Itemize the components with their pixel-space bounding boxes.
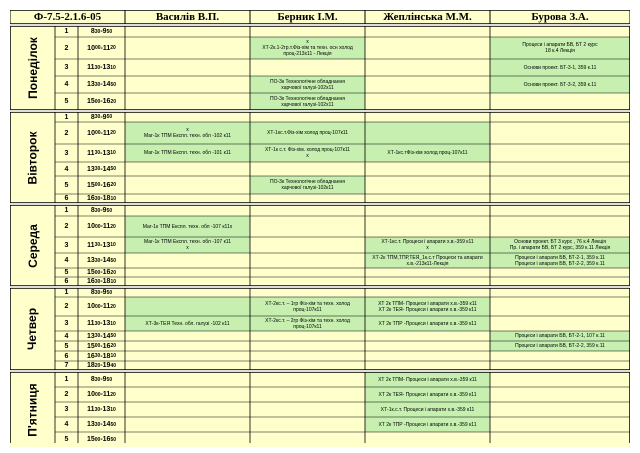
group-code: Ф-7.5-2.1.6-05 — [33, 11, 102, 23]
class-entry-line: Маг-1к ТПМ Експл. техн. обл -107 к11х — [142, 223, 233, 230]
lesson-number: 7 — [55, 361, 78, 370]
lesson-time: 15 00 -16 20 — [78, 268, 125, 277]
lesson-time: 15 00 -16 20 — [78, 93, 125, 110]
class-entry-line: ХТ 2к ТПМ- Процеси і апарати х.в.-359 к11 — [378, 376, 477, 383]
lesson-time: 11 30 -13 10 — [78, 402, 125, 417]
day-separator — [10, 24, 630, 26]
lesson-time: 13 30 -14 50 — [78, 417, 125, 432]
lesson-time: 10 00 -11 20 — [78, 122, 125, 144]
class-entry-line: харчової галузі-102к11 — [281, 185, 334, 191]
lesson-time: 8 30 -9 50 — [78, 372, 125, 387]
lesson-number: 1 — [55, 26, 78, 37]
lesson-number: 5 — [55, 176, 78, 194]
lesson-time: 11 30 -13 10 — [78, 144, 125, 162]
class-entry-line: х — [186, 127, 189, 133]
lesson-time: 10 00 -11 20 — [78, 387, 125, 402]
class-entry-line: Маг-1к ТПМ Експл. техн. обл -101 к11 — [144, 150, 231, 156]
class-entry-line: ПО-3к Технологічне обладнання — [270, 78, 345, 85]
lesson-time: 16 30 -18 10 — [78, 194, 125, 203]
class-entry-line: ХТ 2к ТПР -Процеси і апарати х.в.-359 к11 — [378, 421, 477, 428]
lesson-number: 4 — [55, 76, 78, 93]
lesson-number: 3 — [55, 402, 78, 417]
class-entry-line: ПО-3к Технологічне обладнання — [270, 95, 345, 102]
class-entry-line: х — [306, 153, 309, 159]
lesson-time: 10 00 -11 20 — [78, 216, 125, 237]
day-name: Четвер — [25, 307, 40, 351]
lesson-number: 3 — [55, 144, 78, 162]
teacher-name: Берник І.М. — [277, 11, 338, 23]
class-entry-line: харчової галузі-102х11 — [281, 84, 334, 91]
day-separator — [10, 203, 630, 205]
lesson-time: 8 30 -9 50 — [78, 288, 125, 297]
class-entry-line: ХТ-2кс.т. – 2гр Фіз-хім та техн. холод — [265, 317, 350, 324]
class-entry-line: х.в.-213к11-Лекція — [406, 260, 449, 267]
day-name: Понеділок — [25, 37, 40, 99]
lesson-number: 1 — [55, 205, 78, 216]
class-entry-line: ХТ-1к.с.т. Процеси і апарати х.в.-359 к11 — [380, 406, 475, 413]
class-entry-line: ХТ 2к ТЕЯ- Процеси і апарати х.в.-359 к11 — [378, 306, 477, 313]
lesson-time: 13 30 -14 50 — [78, 253, 125, 268]
lesson-time: 8 30 -9 50 — [78, 112, 125, 122]
class-entry-line: Процеси і апарати БВ, БТ-2-2, 359 к.11 — [515, 260, 605, 267]
lesson-number: 5 — [55, 268, 78, 277]
class-entry-line: Маг-1к ТПМ Експл. техн. обл -102 к11 — [144, 133, 231, 139]
lesson-time: 13 30 -14 50 — [78, 162, 125, 176]
class-entry-line: х — [186, 245, 189, 251]
class-entry-line: 18 к.4 Лекція — [545, 48, 575, 54]
lesson-number: 1 — [55, 372, 78, 387]
lesson-number: 4 — [55, 417, 78, 432]
class-entry-line: проц-107к11 — [293, 323, 322, 330]
class-entry-line: ПО-3к Технологічне обладнання — [270, 179, 345, 185]
lesson-time: 16 30 -18 10 — [78, 351, 125, 361]
lesson-number: 6 — [55, 277, 78, 286]
class-entry-line: ХТ 2к ТПМ- Процеси і апарати х.в.-359 к11 — [378, 300, 477, 307]
lesson-number: 3 — [55, 237, 78, 253]
class-entry-line: проц-107к11 — [293, 306, 322, 313]
class-entry-line: ХТ-2к.1-2гр.т.Фіз-хім та техн. осн холод — [262, 45, 353, 51]
day-separator — [10, 110, 630, 112]
lesson-number: 4 — [55, 253, 78, 268]
schedule-table — [10, 10, 630, 443]
class-entry-line: Основи проект. БТ-3-1, 359 к.11 — [523, 64, 597, 71]
lesson-number: 4 — [55, 331, 78, 341]
teacher-name: Бурова З.А. — [531, 11, 589, 23]
day-name: Вівторок — [25, 131, 40, 184]
class-entry-line: ХТ-1кс.тФіз-хім холод проц-107к11 — [387, 150, 468, 156]
lesson-time: 13 30 -14 50 — [78, 331, 125, 341]
lesson-number: 2 — [55, 122, 78, 144]
day-separator — [10, 370, 630, 372]
lesson-number: 1 — [55, 288, 78, 297]
class-entry-line: ХТ-2к ТПМ,ТПР,ТЕЯ_1к.с.т Процеси та апарати — [372, 254, 483, 261]
day-separator — [10, 286, 630, 288]
class-entry-line: ХТ 2к ТЕЯ- Процеси і апарати х.в.-359 к11 — [378, 391, 477, 398]
lesson-number: 6 — [55, 194, 78, 203]
lesson-number: 2 — [55, 37, 78, 59]
lesson-number: 2 — [55, 216, 78, 237]
lesson-time: 15 00 -16 20 — [78, 176, 125, 194]
teacher-name: Жеплінська М.М. — [383, 11, 472, 23]
class-entry-line: Процеси і апарати БВ, БТ-2-1, 359 к.11 — [515, 254, 605, 261]
class-entry-line: Основи проект. БТ 3 курс , 76 к.4 Лекція — [513, 239, 606, 245]
class-entry-line: Процеси і апарати БВ, БТ-2-1, 107 к.11 — [515, 333, 605, 339]
lesson-number: 5 — [55, 432, 78, 447]
lesson-number: 5 — [55, 341, 78, 351]
lesson-number: 5 — [55, 93, 78, 110]
lesson-number: 3 — [55, 59, 78, 76]
class-entry-line: ХТ-1кс.т. Процеси і апарати х.в.-359 к11 — [381, 239, 474, 245]
class-entry-line: Процеси і апарати БВ, БТ-2-2, 359 к.11 — [515, 343, 605, 349]
lesson-time: 13 30 -14 50 — [78, 76, 125, 93]
lesson-time: 10 00 -11 20 — [78, 297, 125, 316]
class-entry-line: ХТ-1к с.т. Фіз-хім. холод проц-107к11 — [264, 147, 351, 153]
lesson-time: 11 30 -13 10 — [78, 316, 125, 331]
class-entry-line: ХТ 2к ТПР -Процеси і апарати х.в.-359 к11 — [378, 320, 477, 327]
teacher-name: Василів В.П. — [155, 11, 220, 23]
class-entry-line: Маг-1к ТПМ Експл. техн. обл -107 к11 — [144, 239, 231, 245]
lesson-time: 11 30 -13 10 — [78, 59, 125, 76]
class-entry-line: Пр. і апарати БВ, БТ 2 курс, 359 к.11 Лекція — [509, 245, 611, 251]
class-entry-line: ХТ-1кс.т.Фіз-хім холод проц-107к11 — [267, 130, 348, 136]
lesson-number: 3 — [55, 316, 78, 331]
class-entry-line: харчової галузі-102х11 — [281, 101, 334, 108]
lesson-number: 2 — [55, 297, 78, 316]
grid-lines — [10, 10, 630, 443]
day-name: П'ятниця — [25, 382, 40, 437]
lesson-time: 11 30 -13 10 — [78, 237, 125, 253]
class-entry-line: Основи проект. БТ-3-2, 359 к.11 — [523, 81, 597, 88]
class-entry-line: ХТ-2кс.т. – 1гр Фіз-хім та техн. холод — [265, 300, 350, 307]
lesson-time: 8 30 -9 50 — [78, 26, 125, 37]
lesson-time: 10 00 -11 20 — [78, 37, 125, 59]
class-entry-line: ХТ-3к-ТЕЯ Техн. обл. галузі -102 к11 — [145, 320, 230, 327]
class-entry-line: х — [306, 39, 309, 45]
lesson-number: 1 — [55, 112, 78, 122]
lesson-time: 16 30 -18 10 — [78, 277, 125, 286]
lesson-number: 6 — [55, 351, 78, 361]
lesson-time: 18 20 -19 40 — [78, 361, 125, 370]
day-name: Середа — [25, 223, 40, 268]
lesson-time: 15 00 -16 50 — [78, 432, 125, 447]
lesson-number: 4 — [55, 162, 78, 176]
class-entry-line: Процеси і апарати БВ, БТ 2 курс — [522, 42, 598, 48]
lesson-time: 15 00 -16 20 — [78, 341, 125, 351]
class-entry-line: х — [426, 245, 429, 251]
class-entry-line: проц-213х11 - Лекція — [283, 51, 332, 57]
lesson-time: 8 30 -9 50 — [78, 205, 125, 216]
lesson-number: 2 — [55, 387, 78, 402]
